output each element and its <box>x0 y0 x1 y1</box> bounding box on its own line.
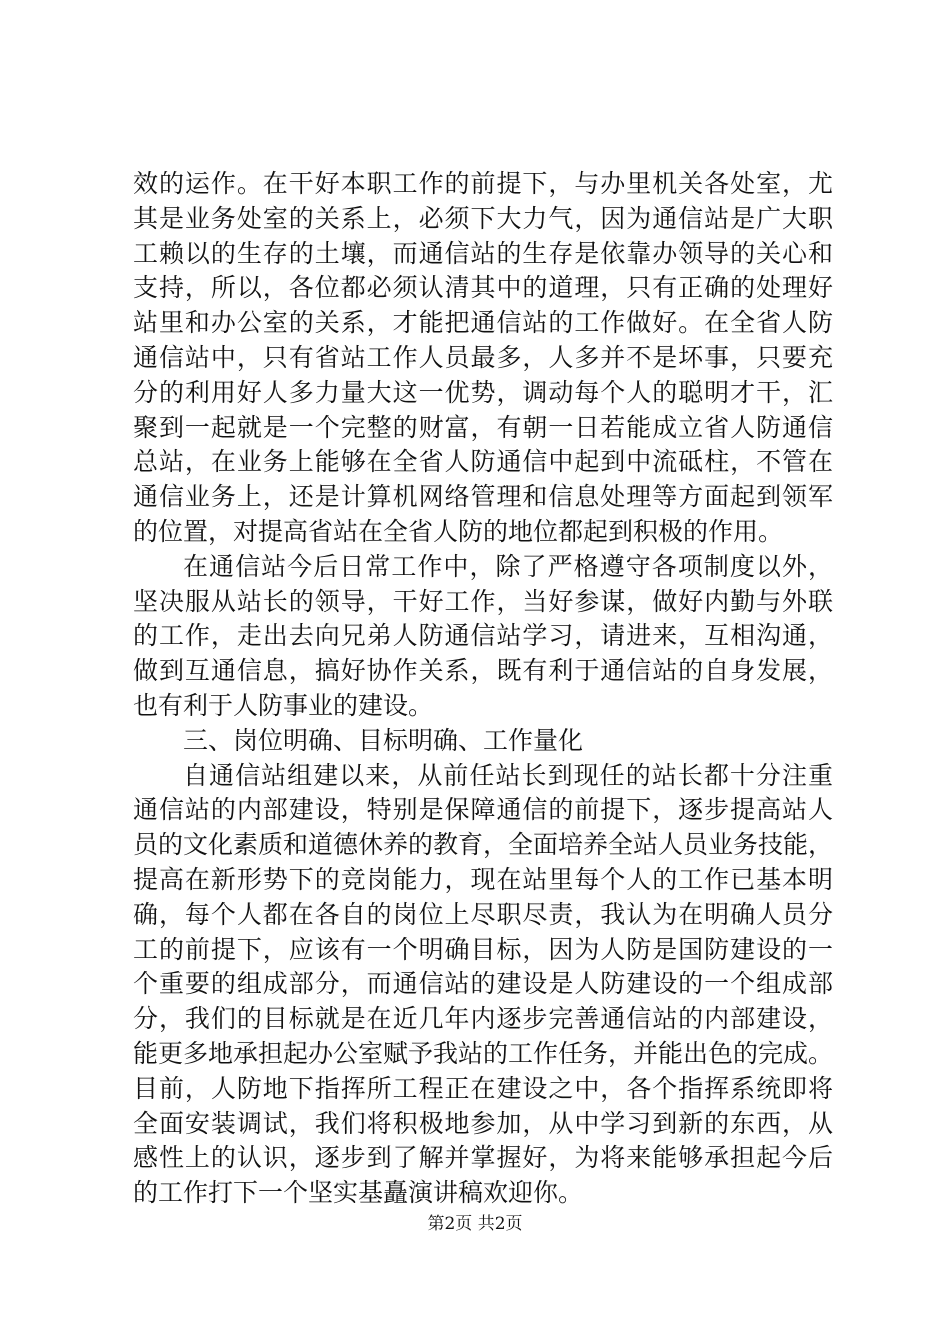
text-line: 工的前提下，应该有一个明确目标，因为人防是国防建设的一 <box>133 934 833 964</box>
text-line: 在通信站今后日常工作中，除了严格遵守各项制度以外， <box>183 551 833 581</box>
text-line: 支持，所以，各位都必须认清其中的道理，只有正确的处理好 <box>133 273 833 303</box>
text-line: 总站，在业务上能够在全省人防通信中起到中流砥柱，不管在 <box>133 447 833 477</box>
text-line: 的工作，走出去向兄弟人防通信站学习，请进来，互相沟通， <box>133 621 833 651</box>
text-line: 的位置，对提高省站在全省人防的地位都起到积极的作用。 <box>133 516 784 546</box>
text-line: 的工作打下一个坚实基矗演讲稿欢迎你。 <box>133 1178 584 1208</box>
text-line: 自通信站组建以来，从前任站长到现任的站长都十分注重 <box>183 760 833 790</box>
text-line: 通信业务上，还是计算机网络管理和信息处理等方面起到领军 <box>133 482 833 512</box>
text-line: 分，我们的目标就是在近几年内逐步完善通信站的内部建设， <box>133 1004 833 1034</box>
section-heading: 三、岗位明确、目标明确、工作量化 <box>183 725 584 755</box>
text-line: 效的运作。在干好本职工作的前提下，与办里机关各处室，尤 <box>133 169 833 198</box>
text-line: 分的利用好人多力量大这一优势，调动每个人的聪明才干，汇 <box>133 377 833 407</box>
text-line: 提高在新形势下的竞岗能力，现在站里每个人的工作已基本明 <box>133 864 833 894</box>
text-line: 确，每个人都在各自的岗位上尽职尽责，我认为在明确人员分 <box>133 899 833 929</box>
text-line: 个重要的组成部分，而通信站的建设是人防建设的一个组成部 <box>133 969 833 999</box>
text-line: 做到互通信息，搞好协作关系，既有利于通信站的自身发展， <box>133 656 833 686</box>
text-line: 工赖以的生存的土壤，而通信站的生存是依靠办领导的关心和 <box>133 238 833 268</box>
text-line: 通信站的内部建设，特别是保障通信的前提下，逐步提高站人 <box>133 795 833 825</box>
page-number-footer: 第2页 共2页 <box>427 1214 523 1234</box>
text-line: 员的文化素质和道德休养的教育，全面培养全站人员业务技能， <box>133 830 834 860</box>
document-body <box>133 167 833 1211</box>
text-line: 感性上的认识，逐步到了解并掌握好，为将来能够承担起今后 <box>133 1143 833 1173</box>
text-line: 聚到一起就是一个完整的财富，有朝一日若能成立省人防通信 <box>133 412 833 442</box>
text-line: 全面安装调试，我们将积极地参加，从中学习到新的东西，从 <box>133 1108 833 1138</box>
text-line: 能更多地承担起办公室赋予我站的工作任务，并能出色的完成。 <box>133 1038 834 1068</box>
text-line: 站里和办公室的关系，才能把通信站的工作做好。在全省人防 <box>133 308 833 338</box>
text-line: 目前，人防地下指挥所工程正在建设之中，各个指挥系统即将 <box>133 1073 833 1103</box>
text-line: 其是业务处室的关系上，必须下大力气，因为通信站是广大职 <box>133 203 833 233</box>
text-line: 坚决服从站长的领导，干好工作，当好参谋，做好内勤与外联 <box>133 586 833 616</box>
text-line: 通信站中，只有省站工作人员最多，人多并不是坏事，只要充 <box>133 342 833 372</box>
text-line: 也有利于人防事业的建设。 <box>133 690 434 720</box>
